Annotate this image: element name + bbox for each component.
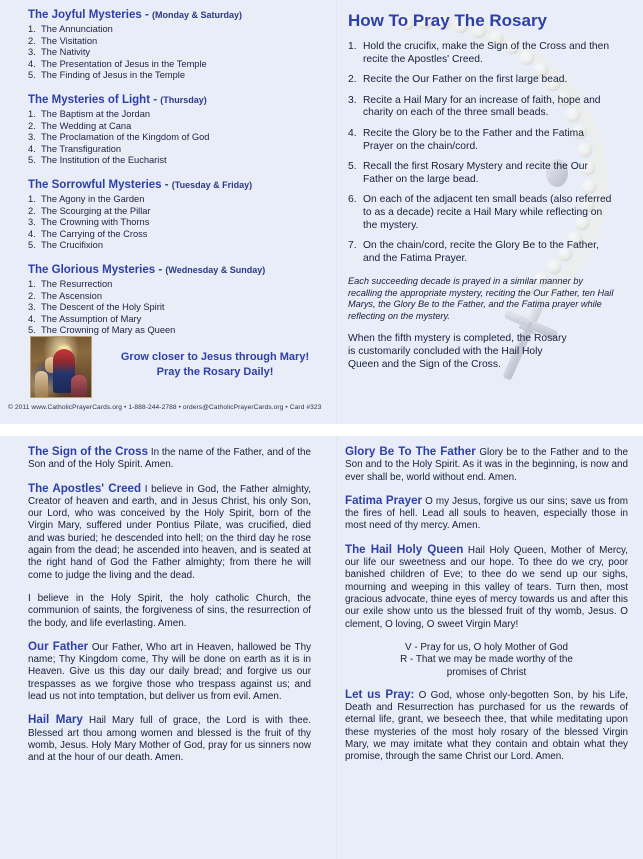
mystery-item-number: 5.: [28, 70, 36, 81]
mystery-item-number: 5.: [28, 325, 36, 336]
top-panel: [0, 0, 643, 424]
mystery-item: [28, 36, 328, 48]
how-to-step: [348, 95, 614, 120]
mystery-item-number: 1.: [28, 108, 36, 119]
mystery-item-number: 1.: [28, 193, 36, 204]
mystery-item: [28, 194, 328, 206]
mystery-item-list: [28, 194, 328, 252]
mystery-item-label: The Baptism at the Jordan: [41, 108, 151, 119]
prayer-block: [345, 495, 628, 533]
how-to-step-text: Recite the Our Father on the first large bead.: [363, 74, 568, 86]
mystery-item-number: 2.: [28, 290, 36, 301]
right-prayer-list: [345, 446, 628, 631]
mystery-item: [28, 70, 328, 82]
mystery-item-label: The Institution of the Eucharist: [41, 155, 167, 166]
prayer-block: [28, 446, 311, 472]
prayer-body: Our Father, Who art in Heaven, hallowed be Thy name; Thy Kingdom come, Thy will be done on earth as it is in Heaven. Give us this day our daily bread; and forgive us our trespasses as we forgive those who trespass against us; and lead us not into temptation, but deliver us from evil. Amen.: [28, 641, 312, 703]
mystery-item-label: The Resurrection: [41, 278, 113, 289]
mystery-days-label: (Tuesday & Friday): [171, 179, 253, 190]
how-to-step-number: 6.: [348, 194, 357, 206]
mystery-item-number: 3.: [28, 217, 36, 228]
mystery-item: [28, 47, 328, 59]
prayer-title: The Hail Holy Queen: [345, 542, 464, 556]
mystery-item-number: 4.: [28, 228, 36, 239]
promo-line-2: Pray the Rosary Daily!: [156, 365, 274, 378]
conclusion-note: When the fifth mystery is completed, the Rosary is customarily concluded with the Hail Holy Queen and the Sign of the Cross.: [348, 332, 567, 370]
response-line-2: promises of Christ: [446, 667, 527, 679]
mystery-item-number: 1.: [28, 24, 36, 34]
mystery-item-number: 3.: [28, 132, 36, 143]
mystery-item: [28, 206, 328, 218]
mystery-item-number: 3.: [28, 47, 36, 58]
mystery-item-number: 4.: [28, 143, 36, 154]
mystery-group-title: The Sorrowful Mysteries: [28, 178, 162, 191]
mystery-item-label: The Proclamation of the Kingdom of God: [41, 132, 210, 143]
response-line-1: R - That we may be made worthy of the: [400, 654, 573, 666]
let-us-pray-body: O God, whose only-begotten Son, by his Life, Death and Resurrection has purchased for us the rewards of eternal life, grant, we beseech thee, that while meditating upon these mysteries of the most holy rosary of the blessed Virgin Mary, we may imitate what they contain and obtain what they promise, through the same Christ our Lord. Amen.: [345, 689, 628, 763]
mystery-group-title: The Glorious Mysteries: [28, 263, 156, 276]
mystery-item-number: 5.: [28, 240, 36, 251]
prayer-block: [28, 714, 311, 764]
mystery-item-label: The Descent of the Holy Spirit: [41, 302, 165, 313]
top-panel-divider: [336, 0, 337, 424]
mystery-item-number: 2.: [28, 205, 36, 216]
copyright-line: © 2011 www.CatholicPrayerCards.org • 1-888-244-2788 • orders@CatholicPrayerCards.org • Card #323: [8, 404, 322, 411]
mystery-item: [28, 314, 328, 326]
mystery-group: [28, 93, 328, 167]
prayer-title: The Apostles' Creed: [28, 481, 142, 495]
mystery-group-heading: [28, 263, 328, 278]
how-to-step: [348, 161, 614, 186]
versicle-response-block: [345, 642, 628, 680]
mystery-days-label: (Thursday): [160, 94, 207, 105]
how-to-step-text: Recite the Glory be to the Father and the Fatima Prayer on the chain/cord.: [363, 127, 584, 152]
mystery-item-number: 2.: [28, 35, 36, 46]
mystery-dash: -: [155, 263, 166, 276]
mystery-item-number: 5.: [28, 155, 36, 166]
prayer-block: [28, 641, 311, 703]
mystery-item-label: The Scourging at the Pillar: [41, 205, 151, 216]
bottom-panel-divider: [336, 436, 337, 859]
mystery-item-label: The Crucifixion: [41, 240, 104, 251]
madonna-and-child-image: [30, 336, 92, 398]
mystery-item: [28, 144, 328, 156]
how-to-step: [348, 74, 614, 87]
mystery-item-label: The Assumption of Mary: [41, 313, 142, 324]
how-to-step-number: 5.: [348, 161, 357, 173]
mystery-item-label: The Presentation of Jesus in the Temple: [41, 58, 207, 69]
prayer-title: Fatima Prayer: [345, 493, 423, 507]
mystery-item-label: The Agony in the Garden: [41, 193, 145, 204]
mystery-item-number: 3.: [28, 302, 36, 313]
mystery-item: [28, 24, 328, 36]
mystery-item-list: [28, 279, 328, 337]
how-to-pray-section: [345, 8, 635, 418]
mystery-item: [28, 59, 328, 71]
mystery-item-label: The Nativity: [41, 47, 91, 58]
prayer-block: [345, 544, 628, 631]
mystery-group-heading: [28, 93, 328, 108]
prayer-title: The Sign of the Cross: [28, 445, 149, 458]
how-to-step-number: 1.: [348, 41, 357, 52]
mystery-group-heading: [28, 8, 328, 23]
mystery-dash: -: [161, 178, 172, 191]
mystery-days-label: (Wednesday & Sunday): [165, 264, 266, 275]
how-to-step-text: Recall the first Rosary Mystery and recite the Our Father on the large bead.: [363, 161, 588, 185]
mystery-item: [28, 240, 328, 252]
prayer-body: O my Jesus, forgive us our sins; save us from the fires of hell. Lead all souls to heaven, especially those in most need of thy mercy. Amen.: [345, 495, 628, 532]
prayer-block: [28, 593, 311, 630]
how-to-step: [348, 194, 614, 232]
mystery-item: [28, 229, 328, 241]
mystery-days-label: (Monday & Saturday): [152, 10, 243, 20]
mystery-item: [28, 109, 328, 121]
mystery-group: [28, 8, 328, 82]
how-to-step-text: Hold the crucifix, make the Sign of the Cross and then recite the Apostles' Creed.: [363, 41, 610, 65]
prayer-title: Glory Be To The Father: [345, 445, 476, 458]
how-to-step: [348, 240, 614, 265]
mystery-item: [28, 291, 328, 303]
mysteries-section: [28, 8, 328, 348]
mystery-item: [28, 132, 328, 144]
let-us-pray-title: Let us Pray:: [345, 687, 415, 701]
figure-right: [71, 375, 87, 397]
mystery-item-label: The Annunciation: [41, 24, 113, 34]
mystery-item-number: 4.: [28, 313, 36, 324]
mystery-item-list: [28, 24, 328, 82]
mystery-item-list: [28, 109, 328, 167]
promo-text: [100, 350, 330, 379]
how-to-step-text: On the chain/cord, recite the Glory Be to the Father, and the Fatima Prayer.: [363, 240, 599, 264]
succeeding-decade-note: Each succeeding decade is prayed in a similar manner by recalling the appropriate mystery, reciting the Our Father, ten Hail Marys, the Glory Be to the Father, and the Fatima prayer while reflecting on the mystery.: [348, 276, 614, 321]
how-to-step-text: On each of the adjacent ten small beads (also referred to as a decade) recite a Hail Mary while reflecting on the mystery.: [363, 194, 612, 231]
mystery-group-title: The Joyful Mysteries: [28, 9, 142, 21]
how-to-step-text: Recite a Hail Mary for an increase of faith, hope and charity on each of the three small beads.: [363, 94, 601, 119]
versicle-line: V - Pray for us, O holy Mother of God: [404, 641, 568, 653]
bottom-panel: [0, 436, 643, 859]
mystery-item-label: The Crowning of Mary as Queen: [41, 325, 176, 336]
mystery-item-label: The Finding of Jesus in the Temple: [41, 70, 186, 81]
how-to-pray-steps: [348, 41, 614, 265]
mystery-dash: -: [150, 93, 161, 106]
mystery-item-label: The Wedding at Cana: [41, 120, 132, 131]
prayer-body: Hail Mary full of grace, the Lord is with thee. Blessed art thou among women and blessed is the fruit of thy womb, Jesus. Holy Mary Mother of God, pray for us sinners now and at the hour of our death. Amen.: [28, 715, 312, 764]
mystery-group-heading: [28, 178, 328, 193]
how-to-step-number: 4.: [348, 127, 357, 139]
how-to-step-number: 3.: [348, 94, 357, 106]
how-to-step-number: 2.: [348, 74, 357, 86]
prayers-column-right: [345, 446, 628, 774]
mystery-group: [28, 263, 328, 337]
mystery-item: [28, 155, 328, 167]
prayer-title: Hail Mary: [28, 713, 83, 727]
prayers-column-left: [28, 446, 311, 776]
mystery-item: [28, 279, 328, 291]
mystery-item: [28, 217, 328, 229]
prayer-body: Hail Holy Queen, Mother of Mercy, our life our sweetness and our hope. To thee do we cry, poor banished children of Eve; to thee do we send up our sighs, mourning and weeping in this valley of tears. Turn then, most gracious advocate, thine eyes of mercy towards us and after this our exile show unto us the blessed fruit of thy womb, Jesus. O clement, O loving, O sweet Virgin Mary!: [345, 544, 628, 630]
mystery-item-number: 4.: [28, 58, 36, 69]
prayer-title: Our Father: [28, 639, 89, 653]
how-to-step: [348, 41, 614, 66]
mystery-item-label: The Crowning with Thorns: [41, 217, 150, 228]
mystery-dash: -: [141, 9, 152, 21]
how-to-step-number: 7.: [348, 240, 357, 252]
prayer-body: In the name of the Father, and of the Son and of the Holy Spirit. Amen.: [28, 447, 312, 471]
mystery-item-number: 2.: [28, 120, 36, 131]
prayer-body: Glory be to the Father and to the Son and to the Holy Spirit. As it was in the beginning, is now and ever shall be, world without end. Amen.: [345, 447, 628, 483]
mystery-item-label: The Visitation: [41, 35, 98, 46]
let-us-pray-prayer: [345, 689, 628, 764]
how-to-pray-title: How To Pray The Rosary: [348, 11, 548, 30]
promo-block: [30, 336, 330, 398]
mystery-item-label: The Transfiguration: [41, 143, 122, 154]
promo-line-1: Grow closer to Jesus through Mary!: [120, 351, 310, 363]
mystery-group: [28, 178, 328, 252]
mystery-item: [28, 302, 328, 314]
mystery-item-label: The Carrying of the Cross: [41, 228, 148, 239]
prayer-block: [345, 446, 628, 484]
how-to-step: [348, 128, 614, 153]
prayer-body: I believe in God, the Father almighty, Creator of heaven and earth, and in Jesus Christ, his only Son, our Lord, who was conceived by the Holy Spirit, born of the Virgin Mary, suffered under Pontius Pilate, was crucified, died and was buried; he descended into hell; on the third day he rose again from the dead; he ascended into heaven, and is seated at the right hand of God the Father almighty; from there he will come to judge the living and the dead.: [28, 483, 311, 581]
mystery-item: [28, 121, 328, 133]
prayer-block: [28, 483, 311, 582]
mystery-item-number: 1.: [28, 278, 36, 289]
mystery-group-title: The Mysteries of Light: [28, 93, 151, 106]
figure-left: [35, 371, 48, 397]
mystery-item-label: The Ascension: [41, 290, 102, 301]
prayer-body: I believe in the Holy Spirit, the holy catholic Church, the communion of saints, the forgiveness of sins, the resurrection of the body, and life everlasting. Amen.: [28, 592, 311, 629]
